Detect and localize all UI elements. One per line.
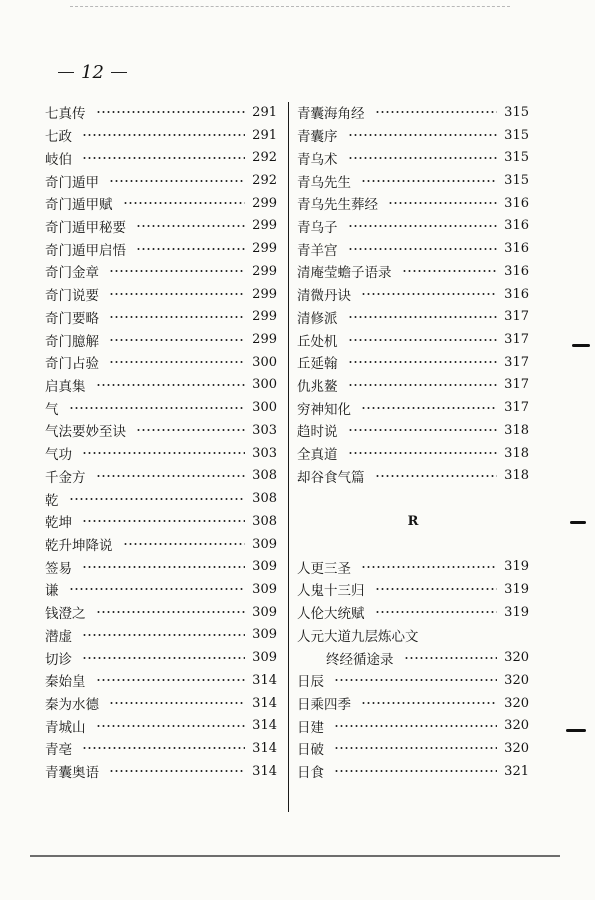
entry-term: 潜虚: [45, 628, 72, 645]
index-entry: [297, 601, 529, 624]
dot-leader: [334, 679, 497, 681]
entry-term: 启真集: [45, 378, 86, 395]
index-entry: [297, 760, 529, 783]
entry-term: 日破: [297, 742, 324, 759]
index-entry: [45, 465, 277, 488]
entry-term: 日乘四季: [297, 697, 351, 714]
entry-term: 奇门遁甲: [45, 174, 99, 191]
index-entry: [297, 146, 529, 169]
entry-term: 奇门说要: [45, 288, 99, 305]
entry-term: 青亳: [45, 742, 72, 759]
section-gap: [297, 487, 529, 510]
entry-page-number: 303: [252, 422, 277, 438]
entry-page-number: 319: [504, 559, 529, 575]
entry-page-number: 309: [252, 581, 277, 597]
dot-leader: [109, 339, 245, 341]
entry-term: 千金方: [45, 469, 86, 486]
index-entry: [297, 737, 529, 760]
dot-leader: [96, 475, 246, 477]
dot-leader: [361, 180, 497, 182]
dot-leader: [361, 407, 497, 409]
entry-term: 谦: [45, 583, 59, 600]
entry-term: 却谷食气篇: [297, 469, 365, 486]
entry-page-number: 291: [252, 104, 277, 120]
dot-leader: [109, 361, 245, 363]
dot-leader: [348, 225, 498, 227]
index-entry: [45, 374, 277, 397]
index-column-left: [45, 101, 277, 783]
dot-leader: [96, 725, 246, 727]
index-entry: [297, 396, 529, 419]
index-entry: [45, 192, 277, 215]
index-entry: [45, 646, 277, 669]
entry-page-number: 309: [252, 604, 277, 620]
index-entry: [45, 396, 277, 419]
entry-term: 丘处机: [297, 333, 338, 350]
index-group-q: [297, 101, 529, 487]
entry-term: 奇门占验: [45, 356, 99, 373]
entry-page-number: 314: [252, 718, 277, 734]
index-entry: [45, 601, 277, 624]
entry-page-number: 299: [252, 263, 277, 279]
entry-page-number: 300: [252, 400, 277, 416]
entry-term: 人更三圣: [297, 560, 351, 577]
entry-term: 青乌术: [297, 151, 338, 168]
dot-leader: [82, 566, 245, 568]
dot-leader: [109, 770, 245, 772]
dot-leader: [109, 270, 245, 272]
dot-leader: [82, 634, 245, 636]
entry-page-number: 319: [504, 604, 529, 620]
entry-term: 七真传: [45, 106, 86, 123]
entry-page-number: 318: [504, 445, 529, 461]
index-entry: [45, 283, 277, 306]
entry-page-number: 314: [252, 763, 277, 779]
entry-term: 青囊序: [297, 129, 338, 146]
dot-leader: [348, 157, 498, 159]
dot-leader: [348, 316, 498, 318]
entry-term: 青囊奥语: [45, 765, 99, 782]
entry-term: 青城山: [45, 719, 86, 736]
index-entry: [45, 101, 277, 124]
index-entry: [297, 101, 529, 124]
entry-page-number: 308: [252, 513, 277, 529]
dot-leader: [334, 725, 497, 727]
entry-page-number: 315: [504, 104, 529, 120]
index-entry: [45, 351, 277, 374]
dot-leader: [348, 429, 498, 431]
entry-page-number: 309: [252, 650, 277, 666]
index-entry: [45, 578, 277, 601]
index-entry: [297, 192, 529, 215]
dot-leader: [82, 452, 245, 454]
entry-term: 秦始皇: [45, 674, 86, 691]
index-entry: [45, 237, 277, 260]
entry-term: 清修派: [297, 310, 338, 327]
index-entry: [297, 305, 529, 328]
index-entry: [45, 624, 277, 647]
entry-page-number: 314: [252, 740, 277, 756]
entry-term: 日辰: [297, 674, 324, 691]
entry-page-number: 317: [504, 400, 529, 416]
page-number: 12: [81, 61, 104, 83]
dot-leader: [375, 588, 498, 590]
margin-mark: [572, 344, 590, 347]
entry-term: 乾: [45, 492, 59, 509]
dot-leader: [82, 134, 245, 136]
entry-page-number: 299: [252, 218, 277, 234]
entry-page-number: 317: [504, 354, 529, 370]
entry-term: 岐伯: [45, 151, 72, 168]
dot-leader: [348, 339, 498, 341]
entry-term: 乾升坤降说: [45, 538, 113, 555]
dot-leader: [96, 384, 246, 386]
dot-leader: [361, 566, 497, 568]
dot-leader: [82, 747, 245, 749]
entry-page-number: 300: [252, 354, 277, 370]
entry-page-number: 309: [252, 559, 277, 575]
entry-page-number: 291: [252, 127, 277, 143]
entry-page-number: 299: [252, 332, 277, 348]
entry-page-number: 319: [504, 581, 529, 597]
entry-page-number: 300: [252, 377, 277, 393]
entry-page-number: 320: [504, 695, 529, 711]
entry-term: 钱澄之: [45, 606, 86, 623]
entry-term: 气功: [45, 447, 72, 464]
entry-page-number: 308: [252, 491, 277, 507]
dot-leader: [109, 180, 245, 182]
index-entry: [45, 419, 277, 442]
entry-term: 切诊: [45, 651, 72, 668]
dot-leader: [402, 270, 498, 272]
dot-leader: [404, 657, 498, 659]
entry-page-number: 299: [252, 195, 277, 211]
dot-leader: [109, 293, 245, 295]
index-entry: [45, 669, 277, 692]
dot-leader: [96, 111, 246, 113]
section-gap: [297, 533, 529, 556]
index-column-right: [297, 101, 529, 783]
entry-page-number: 318: [504, 468, 529, 484]
entry-page-number: 320: [504, 672, 529, 688]
index-entry: [45, 510, 277, 533]
entry-page-number: 308: [252, 468, 277, 484]
entry-term: 奇门要略: [45, 310, 99, 327]
entry-page-number: 320: [504, 650, 529, 666]
entry-term: 青乌子: [297, 219, 338, 236]
dot-leader: [109, 702, 245, 704]
entry-term: 七政: [45, 129, 72, 146]
entry-term: 趋时说: [297, 424, 338, 441]
dot-leader: [96, 679, 246, 681]
section-letter-heading: R: [407, 513, 419, 529]
entry-term: 奇门臆解: [45, 333, 99, 350]
entry-page-number: 309: [252, 536, 277, 552]
index-entry: [297, 419, 529, 442]
entry-term: 奇门遁甲秘要: [45, 219, 126, 236]
entry-term: 秦为水德: [45, 697, 99, 714]
index-entry: [45, 215, 277, 238]
entry-term: 穷神知化: [297, 401, 351, 418]
entry-term: 气法要妙至诀: [45, 424, 126, 441]
page-header: [58, 60, 127, 84]
entry-page-number: 316: [504, 241, 529, 257]
entry-page-number: 316: [504, 195, 529, 211]
index-entry: [45, 305, 277, 328]
entry-page-number: 292: [252, 173, 277, 189]
entry-term: 气: [45, 401, 59, 418]
index-entry: [45, 692, 277, 715]
dot-leader: [123, 202, 246, 204]
entry-term: 奇门遁甲赋: [45, 197, 113, 214]
entry-term: 清庵莹蟾子语录: [297, 265, 392, 282]
index-entry: [45, 442, 277, 465]
entry-page-number: 315: [504, 150, 529, 166]
index-entry: [297, 374, 529, 397]
header-dash-right: [111, 72, 127, 73]
index-entry: [45, 169, 277, 192]
entry-page-number: 315: [504, 127, 529, 143]
dot-leader: [334, 770, 497, 772]
index-entry: [45, 487, 277, 510]
entry-page-number: 299: [252, 241, 277, 257]
dot-leader: [69, 498, 246, 500]
header-dash-left: [58, 72, 74, 73]
index-entry: [45, 533, 277, 556]
entry-page-number: 318: [504, 422, 529, 438]
entry-term: 青乌先生: [297, 174, 351, 191]
entry-term: 青羊宫: [297, 242, 338, 259]
index-entry: [297, 624, 529, 647]
dot-leader: [348, 384, 498, 386]
entry-term: 乾坤: [45, 515, 72, 532]
entry-page-number: 315: [504, 173, 529, 189]
dot-leader: [82, 157, 245, 159]
index-entry: [45, 737, 277, 760]
entry-term: 青乌先生葬经: [297, 197, 378, 214]
index-entry: [297, 714, 529, 737]
entry-page-number: 317: [504, 332, 529, 348]
entry-term: 人元大道九层炼心文: [297, 628, 419, 645]
dot-leader: [348, 361, 498, 363]
dot-leader: [82, 520, 245, 522]
entry-page-number: 314: [252, 695, 277, 711]
dot-leader: [348, 452, 498, 454]
dot-leader: [348, 134, 498, 136]
dot-leader: [69, 407, 246, 409]
margin-mark: [570, 521, 586, 524]
index-entry: [297, 215, 529, 238]
index-entry: [45, 146, 277, 169]
entry-term: 清微丹诀: [297, 288, 351, 305]
index-entry: [45, 760, 277, 783]
index-entry: [297, 283, 529, 306]
dot-leader: [109, 316, 245, 318]
entry-term: 奇门金章: [45, 265, 99, 282]
index-entry: [45, 124, 277, 147]
index-entry: [297, 442, 529, 465]
index-entry: [45, 714, 277, 737]
index-entry: [297, 465, 529, 488]
entry-page-number: 314: [252, 672, 277, 688]
index-entry: [297, 692, 529, 715]
index-entry: [297, 351, 529, 374]
index-entry: [45, 555, 277, 578]
dot-leader: [82, 657, 245, 659]
dot-leader: [388, 202, 497, 204]
dot-leader: [123, 543, 246, 545]
dot-leader: [136, 429, 245, 431]
entry-term: 人鬼十三归: [297, 583, 365, 600]
entry-term: 人伦大统赋: [297, 606, 365, 623]
entry-term: 日建: [297, 719, 324, 736]
entry-page-number: 303: [252, 445, 277, 461]
entry-term: 全真道: [297, 447, 338, 464]
dot-leader: [375, 111, 498, 113]
dot-leader: [136, 248, 245, 250]
entry-term: 终经循途录: [326, 651, 394, 668]
index-entry: [297, 555, 529, 578]
entry-page-number: 316: [504, 263, 529, 279]
entry-page-number: 317: [504, 377, 529, 393]
index-entry: [297, 578, 529, 601]
entry-page-number: 299: [252, 286, 277, 302]
column-divider: [288, 102, 289, 812]
entry-term: 仇兆鳌: [297, 378, 338, 395]
index-group-r: [297, 555, 529, 782]
entry-term: 签易: [45, 560, 72, 577]
index-entry: [297, 124, 529, 147]
index-entry: [45, 328, 277, 351]
entry-term: 日食: [297, 765, 324, 782]
dot-leader: [69, 588, 246, 590]
index-entry: [297, 669, 529, 692]
entry-page-number: 320: [504, 740, 529, 756]
dot-leader: [375, 611, 498, 613]
entry-page-number: 320: [504, 718, 529, 734]
entry-page-number: 309: [252, 627, 277, 643]
dot-leader: [361, 702, 497, 704]
dot-leader: [375, 475, 498, 477]
index-entry: [297, 328, 529, 351]
dot-leader: [348, 248, 498, 250]
entry-page-number: 292: [252, 150, 277, 166]
entry-page-number: 316: [504, 286, 529, 302]
index-entry: [45, 260, 277, 283]
entry-term: 丘延翰: [297, 356, 338, 373]
index-entry: [297, 646, 529, 669]
dot-leader: [334, 747, 497, 749]
dot-leader: [136, 225, 245, 227]
entry-term: 青囊海角经: [297, 106, 365, 123]
dot-leader: [361, 293, 497, 295]
index-entry: [297, 260, 529, 283]
entry-page-number: 321: [504, 763, 529, 779]
index-entry: [297, 237, 529, 260]
dot-leader: [96, 611, 246, 613]
page-top-edge: [70, 6, 510, 7]
entry-page-number: 317: [504, 309, 529, 325]
page-bottom-edge: [30, 855, 560, 857]
index-entry: [297, 169, 529, 192]
entry-page-number: 299: [252, 309, 277, 325]
margin-mark: [566, 729, 586, 732]
entry-term: 奇门遁甲启悟: [45, 242, 126, 259]
entry-page-number: 316: [504, 218, 529, 234]
